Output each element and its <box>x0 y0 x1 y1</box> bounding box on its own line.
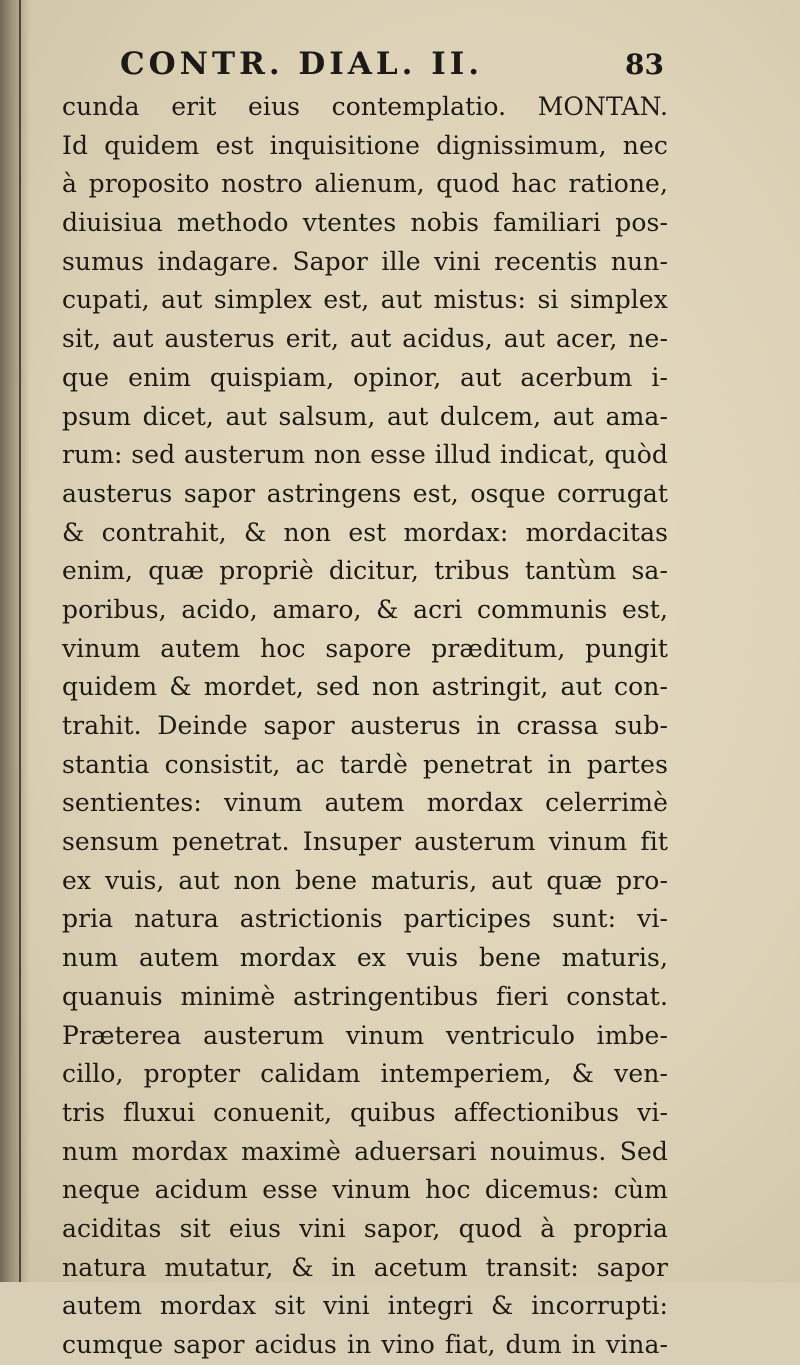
text-line: stantia consistit, ac tardè penetrat in partes <box>62 749 668 779</box>
text-line: diuisiua methodo vtentes nobis familiari pos- <box>62 208 668 238</box>
text-line: quanuis minimè astringentibus fieri constat. <box>62 981 668 1011</box>
text-line: vinum autem hoc sapore præditum, pungit <box>62 633 668 663</box>
text-line: pria natura astrictionis participes sunt: vi- <box>62 904 668 934</box>
text-line: autem mordax sit vini integri & incorrupti: <box>62 1291 668 1321</box>
text-line: & contrahit, & non est mordax: mordacitas <box>62 517 668 547</box>
text-line: aciditas sit eius vini sapor, quod à propria <box>62 1213 668 1243</box>
text-line: Id quidem est inquisitione dignissimum, nec <box>62 130 668 160</box>
page-number: 83 <box>625 47 664 81</box>
text-line: poribus, acido, amaro, & acri communis est, <box>62 594 668 624</box>
text-line: à proposito nostro alienum, quod hac ratione, <box>62 169 668 199</box>
text-line: num autem mordax ex vuis bene maturis, <box>62 943 668 973</box>
text-line: psum dicet, aut salsum, aut dulcem, aut ama- <box>62 401 668 431</box>
text-line: sit, aut austerus erit, aut acidus, aut acer, ne- <box>62 324 668 354</box>
text-line: natura mutatur, & in acetum transit: sapor <box>62 1252 668 1282</box>
text-line: cumque sapor acidus in vino fiat, dum in vina- <box>62 1330 668 1359</box>
text-line: sumus indagare. Sapor ille vini recentis nun- <box>62 246 668 276</box>
text-line: num mordax maximè aduersari nouimus. Sed <box>62 1136 668 1166</box>
running-title: CONTR. DIAL. II. <box>120 46 484 82</box>
text-line: enim, quæ propriè dicitur, tribus tantùm sa- <box>62 556 668 586</box>
text-line: ex vuis, aut non bene maturis, aut quæ pro- <box>62 865 668 895</box>
text-line: neque acidum esse vinum hoc dicemus: cùm <box>62 1175 668 1205</box>
text-line: sensum penetrat. Insuper austerum vinum fit <box>62 827 668 857</box>
text-line: quidem & mordet, sed non astringit, aut con- <box>62 672 668 702</box>
text-line: rum: sed austerum non esse illud indicat, quòd <box>62 440 668 470</box>
page-gutter-shadow <box>0 0 30 1282</box>
text-line: cillo, propter calidam intemperiem, & ven- <box>62 1059 668 1089</box>
text-line: austerus sapor astringens est, osque corrugat <box>62 478 668 508</box>
body-text <box>62 88 668 1365</box>
text-line: que enim quispiam, opinor, aut acerbum i- <box>62 362 668 392</box>
text-line: cupati, aut simplex est, aut mistus: si simplex <box>62 285 668 315</box>
running-head <box>120 44 664 84</box>
text-line: sentientes: vinum autem mordax celerrimè <box>62 788 668 818</box>
text-line: Præterea austerum vinum ventriculo imbe- <box>62 1020 668 1050</box>
page-edge-rule <box>19 0 21 1282</box>
text-line: trahit. Deinde sapor austerus in crassa sub- <box>62 711 668 740</box>
text-line: cunda erit eius contemplatio. MONTAN. <box>62 92 668 121</box>
text-line: tris fluxui conuenit, quibus affectionibus vi- <box>62 1097 668 1127</box>
